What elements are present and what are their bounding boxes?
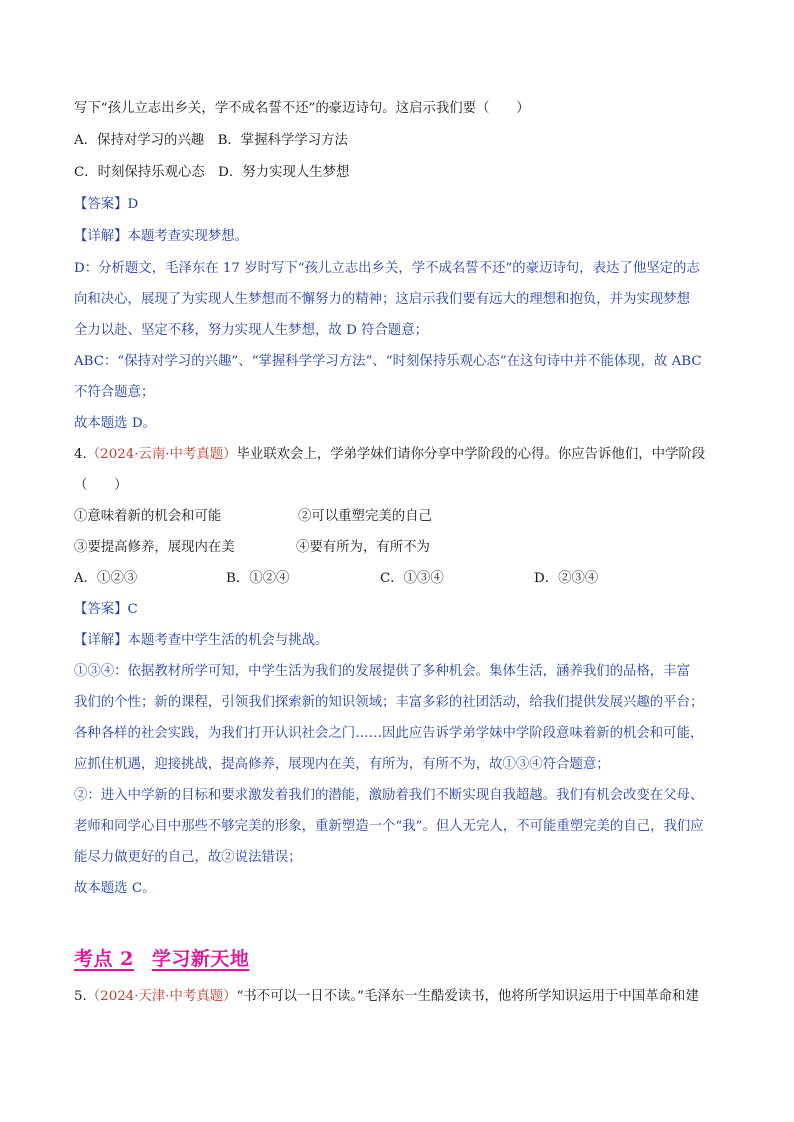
question-3-stem: 写下“孩儿立志出乡关，学不成名誓不还”的豪迈诗句。这启示我们要（ ） [74, 101, 530, 116]
question-text: 毕业联欢会上，学弟学妹们请你分享中学阶段的心得。你应告诉他们，中学阶段 [236, 447, 706, 462]
question-4-detail-title: 【详解】本题考查中学生活的机会与挑战。 [74, 633, 329, 648]
question-3-detail-title: 【详解】本题考查实现梦想。 [74, 229, 249, 244]
question-4-item: ③要提高修养，展现内在美 [74, 540, 235, 555]
section-label: 考点 2 [74, 948, 134, 970]
question-4-item: ①意味着新的机会和可能 [74, 509, 222, 524]
question-3-detail-line: D：分析题文，毛泽东在 17 岁时写下“孩儿立志出乡关，学不成名誓不还”的豪迈诗句，表达了他坚定的志 [74, 261, 700, 276]
question-5-stem [74, 988, 699, 1006]
question-4-detail-line: 我们的个性；新的课程，引领我们探索新的知识领域；丰富多彩的社团活动，给我们提供发展兴趣的平台； [74, 695, 704, 710]
question-3-options-row-2: C．时刻保持乐观心态 D．努力实现人生梦想 [74, 165, 350, 180]
question-source: （2024·天津·中考真题） [86, 989, 237, 1004]
question-3-detail-line: 故本题选 D。 [74, 416, 156, 431]
section-title: 学习新天地 [151, 948, 250, 970]
question-4-answer: 【答案】C [74, 602, 138, 617]
question-text: “书不可以一日不读。”毛泽东一生酷爱读书，他将所学知识运用于中国革命和建 [236, 989, 699, 1004]
section-heading [74, 944, 249, 971]
question-3-detail-line: ABC：“保持对学习的兴趣”、“掌握科学学习方法”、“时刻保持乐观心态”在这句诗中并不能体现，故 ABC [74, 354, 702, 369]
question-4-option-d: D．②③④ [534, 571, 599, 586]
question-4-stem [74, 446, 705, 464]
question-4-detail-line: 故本题选 C。 [74, 881, 156, 896]
question-4-detail-line: 应抓住机遇，迎接挑战，提高修养，展现内在美，有所为，有所不为，故①③④符合题意； [74, 757, 610, 772]
question-4-detail-line: ①③④：依据教材所学可知，中学生活为我们的发展提供了多种机会。集体生活，涵养我们的品格，丰富 [74, 664, 690, 679]
question-4-option-c: C．①③④ [380, 571, 444, 586]
question-number: 5. [74, 989, 87, 1004]
question-4-detail-line: ②：进入中学新的目标和要求激发着我们的潜能，激励着我们不断实现自我超越。我们有机会改变在父母、 [74, 788, 704, 803]
question-4-option-b: B．①②④ [226, 571, 290, 586]
question-4-option-a: A．①②③ [74, 571, 138, 586]
question-number: 4. [74, 447, 87, 462]
question-4-detail-line: 老师和同学心目中那些不够完美的形象，重新塑造一个“我”。但人无完人，不可能重塑完美的自己，我们应 [74, 819, 704, 834]
question-3-answer: 【答案】D [74, 197, 139, 212]
question-4-detail-line: 各种各样的社会实践，为我们打开认识社会之门……因此应告诉学弟学妹中学阶段意味着新的机会和可能， [74, 726, 704, 741]
question-3-options-row-1: A．保持对学习的兴趣 B．掌握科学学习方法 [74, 133, 348, 148]
question-4-item: ②可以重塑完美的自己 [298, 509, 432, 524]
question-4-item: ④要有所为，有所不为 [296, 540, 430, 555]
question-4-blank: （ ） [74, 478, 128, 493]
question-source: （2024·云南·中考真题） [86, 447, 237, 462]
question-3-detail-line: 全力以赴、坚定不移，努力实现人生梦想，故 D 符合题意； [74, 323, 429, 338]
question-3-detail-line: 向和决心，展现了为实现人生梦想而不懈努力的精神；这启示我们要有远大的理想和抱负，并为实现梦想 [74, 292, 690, 307]
question-3-detail-line: 不符合题意； [74, 385, 155, 400]
question-4-detail-line: 能尽力做更好的自己，故②说法错误； [74, 850, 302, 865]
